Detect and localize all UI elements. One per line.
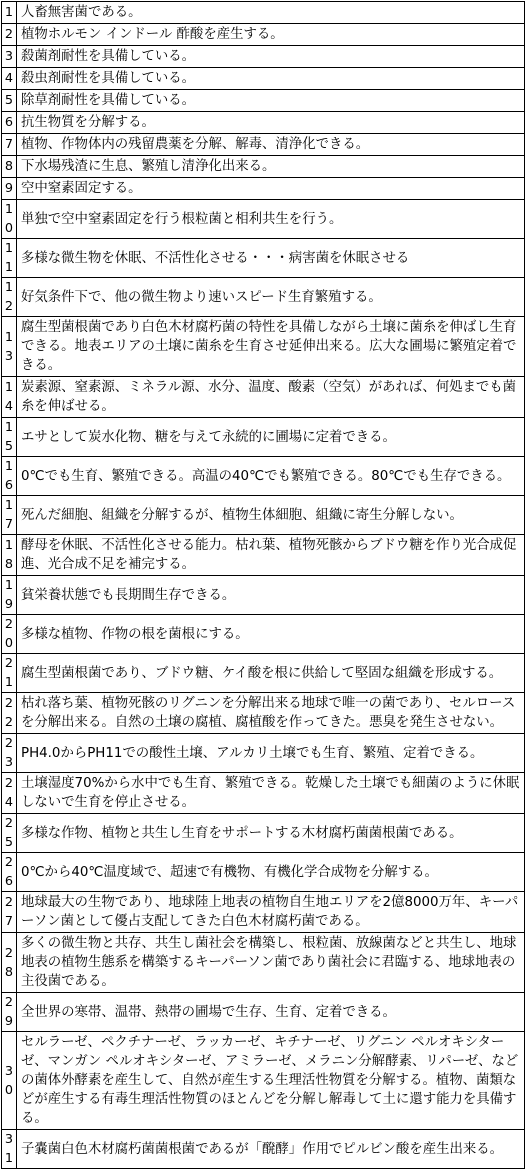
row-number: 2	[2, 24, 17, 46]
row-text: 植物、作物体内の残留農薬を分解、解毒、清浄化できる。	[17, 134, 525, 156]
row-number: 23	[2, 734, 17, 773]
table-row	[2, 377, 525, 418]
row-text: 除草剤耐性を具備している。	[17, 90, 525, 112]
table-row	[2, 24, 525, 46]
table-row	[2, 1032, 525, 1130]
row-text: 多様な作物、植物と共生し生育をサポートする木材腐朽菌菌根菌である。	[17, 814, 525, 853]
row-text: 空中窒素固定する。	[17, 178, 525, 200]
row-text: 好気条件下で、他の微生物より速いスピード生育繁殖する。	[17, 278, 525, 317]
table-row	[2, 68, 525, 90]
table-row	[2, 112, 525, 134]
row-number: 10	[2, 200, 17, 239]
table-row	[2, 693, 525, 734]
table-row	[2, 535, 525, 576]
row-number: 17	[2, 496, 17, 535]
table-row	[2, 576, 525, 615]
row-text: 下水場残渣に生息、繁殖し清浄化出来る。	[17, 156, 525, 178]
row-number: 1	[2, 2, 17, 24]
feature-table-sheet	[1, 1, 525, 1169]
table-row	[2, 457, 525, 496]
row-number: 31	[2, 1130, 17, 1169]
table-row	[2, 90, 525, 112]
row-number: 5	[2, 90, 17, 112]
row-number: 4	[2, 68, 17, 90]
row-text: 多様な微生物を休眠、不活性化させる・・・病害菌を休眠させる	[17, 239, 525, 278]
row-text: 全世界の寒帯、温帯、熱帯の圃場で生存、生育、定着できる。	[17, 993, 525, 1032]
row-text: エサとして炭水化物、糖を与えて永続的に圃場に定着できる。	[17, 418, 525, 457]
row-number: 9	[2, 178, 17, 200]
row-number: 28	[2, 933, 17, 993]
row-number: 8	[2, 156, 17, 178]
row-number: 7	[2, 134, 17, 156]
row-number: 26	[2, 853, 17, 892]
table-row	[2, 853, 525, 892]
row-number: 13	[2, 317, 17, 377]
table-row	[2, 200, 525, 239]
row-number: 30	[2, 1032, 17, 1130]
row-number: 27	[2, 892, 17, 933]
table-row	[2, 993, 525, 1032]
table-row	[2, 278, 525, 317]
row-text: 子嚢菌白色木材腐朽菌菌根菌であるが「醗酵」作用でピルビン酸を産生出来る。	[17, 1130, 525, 1169]
row-number: 18	[2, 535, 17, 576]
row-text: 抗生物質を分解する。	[17, 112, 525, 134]
table-row	[2, 933, 525, 993]
row-text: 腐生型菌根菌であり白色木材腐朽菌の特性を具備しながら土壌に菌糸を伸ばし生育できる。地表エリアの土壌に菌糸を生育させ延伸出来る。広大な圃場に繁殖定着できる。	[17, 317, 525, 377]
row-number: 14	[2, 377, 17, 418]
row-number: 25	[2, 814, 17, 853]
row-text: セルラーゼ、ペクチナーゼ、ラッカーゼ、キチナーゼ、リグニン ペルオキシターゼ、マンガン ペルオキシターゼ、アミラーゼ、メラニン分解酵素、リパーゼ、などの菌体外酵素を産生して、自然が産生する生理活性物質を分解する。植物、菌類などが産生する有毒生理活性物質のほとんどを分解し解毒して土に還す能力を具備する。	[17, 1032, 525, 1130]
row-text: 腐生型菌根菌であり、ブドウ糖、ケイ酸を根に供給して堅固な組織を形成する。	[17, 654, 525, 693]
table-row	[2, 134, 525, 156]
table-row	[2, 418, 525, 457]
row-text: 炭素源、窒素源、ミネラル源、水分、温度、酸素（空気）があれば、何処までも菌糸を伸ばせる。	[17, 377, 525, 418]
row-text: 貧栄養状態でも長期間生存できる。	[17, 576, 525, 615]
row-number: 20	[2, 615, 17, 654]
table-row	[2, 615, 525, 654]
row-text: 死んだ細胞、組織を分解するが、植物生体細胞、組織に寄生分解しない。	[17, 496, 525, 535]
row-text: 0℃から40℃温度域で、超速で有機物、有機化学合成物を分解する。	[17, 853, 525, 892]
row-text: 酵母を休眠、不活性化させる能力。枯れ葉、植物死骸からブドウ糖を作り光合成促進、光合成不足を補完する。	[17, 535, 525, 576]
row-number: 16	[2, 457, 17, 496]
table-row	[2, 2, 525, 24]
table-row	[2, 1130, 525, 1169]
row-number: 24	[2, 773, 17, 814]
row-text: 単独で空中窒素固定を行う根粒菌と相利共生を行う。	[17, 200, 525, 239]
table-row	[2, 814, 525, 853]
row-number: 12	[2, 278, 17, 317]
row-text: 土壌湿度70%から水中でも生育、繁殖できる。乾燥した土壌でも細菌のように休眠しないで生育を停止させる。	[17, 773, 525, 814]
table-row	[2, 496, 525, 535]
table-row	[2, 654, 525, 693]
row-text: 植物ホルモン インドール 酢酸を産生する。	[17, 24, 525, 46]
row-number: 29	[2, 993, 17, 1032]
table-row	[2, 734, 525, 773]
table-row	[2, 46, 525, 68]
row-text: 地球最大の生物であり、地球陸上地表の植物自生地エリアを2億8000万年、キーパーソン菌として優占支配してきた白色木材腐朽菌である。	[17, 892, 525, 933]
row-text: 多くの微生物と共存、共生し菌社会を構築し、根粒菌、放線菌などと共生し、地球地表の植物生態系を構築するキーパーソン菌であり菌社会に君臨する、地球地表の主役菌である。	[17, 933, 525, 993]
row-text: PH4.0からPH11での酸性土壌、アルカリ土壌でも生育、繁殖、定着できる。	[17, 734, 525, 773]
row-text: 0℃でも生育、繁殖できる。高温の40℃でも繁殖できる。80℃でも生存できる。	[17, 457, 525, 496]
row-text: 人畜無害菌である。	[17, 2, 525, 24]
row-text: 多様な植物、作物の根を菌根にする。	[17, 615, 525, 654]
table-row	[2, 239, 525, 278]
table-row	[2, 892, 525, 933]
row-number: 21	[2, 654, 17, 693]
table-row	[2, 773, 525, 814]
feature-table-body	[2, 2, 525, 1169]
row-number: 22	[2, 693, 17, 734]
feature-table	[1, 1, 525, 1169]
row-text: 枯れ落ち葉、植物死骸のリグニンを分解出来る地球で唯一の菌であり、セルロースを分解出来る。自然の土壌の腐植、腐植酸を作ってきた。悪臭を発生させない。	[17, 693, 525, 734]
row-number: 19	[2, 576, 17, 615]
table-row	[2, 178, 525, 200]
row-number: 6	[2, 112, 17, 134]
row-number: 3	[2, 46, 17, 68]
row-number: 15	[2, 418, 17, 457]
row-text: 殺虫剤耐性を具備している。	[17, 68, 525, 90]
table-row	[2, 156, 525, 178]
row-number: 11	[2, 239, 17, 278]
row-text: 殺菌剤耐性を具備している。	[17, 46, 525, 68]
table-row	[2, 317, 525, 377]
